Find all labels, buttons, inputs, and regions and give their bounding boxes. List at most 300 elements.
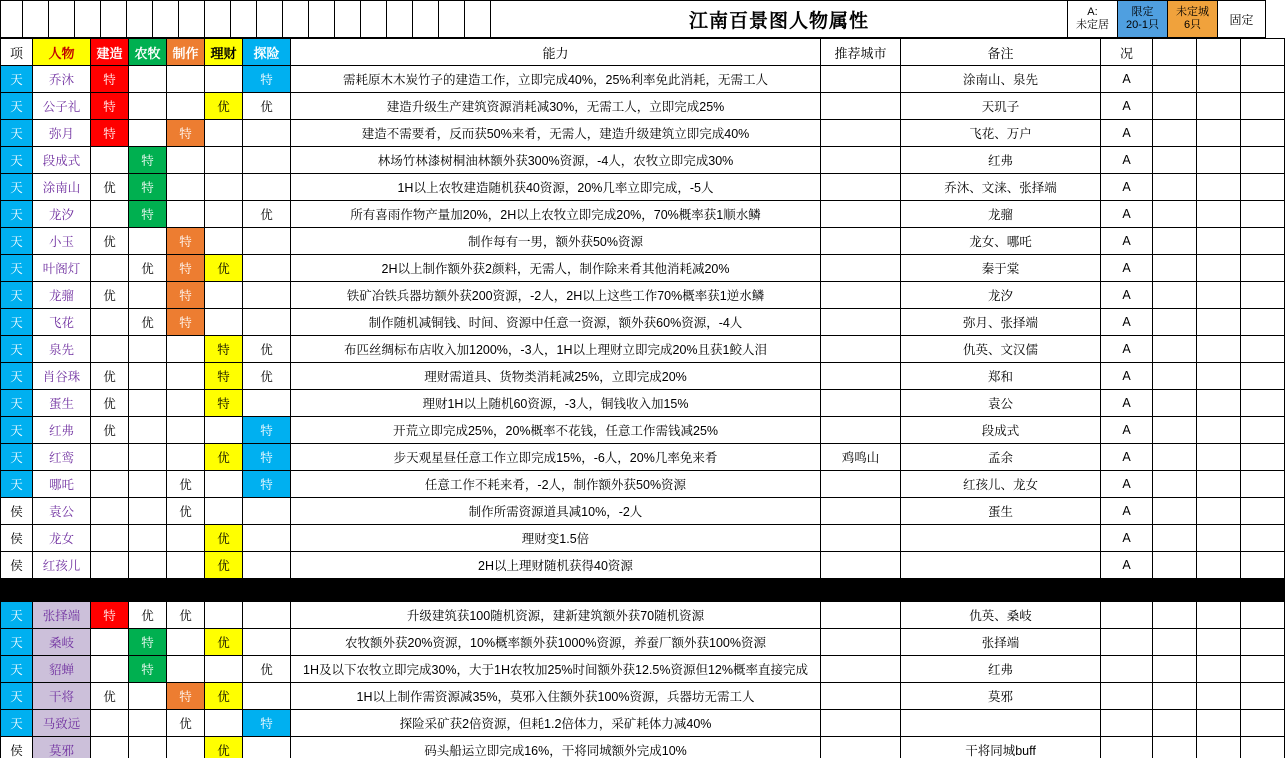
cell-blank[interactable] (1241, 390, 1285, 417)
cell-recommended-city[interactable] (821, 282, 901, 309)
cell-recommended-city[interactable] (821, 309, 901, 336)
cell-condition[interactable]: A (1101, 471, 1153, 498)
cell-blank[interactable] (1153, 656, 1197, 683)
cell-blank[interactable] (1153, 444, 1197, 471)
cell-condition[interactable]: A (1101, 525, 1153, 552)
cell-ability[interactable]: 2H以上理财随机获得40资源 (291, 552, 821, 579)
cell-blank[interactable] (1197, 363, 1241, 390)
cell-blank[interactable] (1241, 552, 1285, 579)
cell-type[interactable]: 天 (1, 120, 33, 147)
cell-money[interactable] (205, 228, 243, 255)
cell-money[interactable] (205, 498, 243, 525)
cell-ability[interactable]: 升级建筑获100随机资源，建新建筑额外获70随机资源 (291, 602, 821, 629)
cell-farm[interactable]: 优 (129, 309, 167, 336)
cell-recommended-city[interactable] (821, 552, 901, 579)
cell-farm[interactable] (129, 228, 167, 255)
cell-remark[interactable]: 仇英、文汉儒 (901, 336, 1101, 363)
cell-ability[interactable]: 制作每有一男，额外获50%资源 (291, 228, 821, 255)
cell-farm[interactable]: 优 (129, 602, 167, 629)
cell-person-name[interactable]: 干将 (33, 683, 91, 710)
cell-craft[interactable]: 优 (167, 498, 205, 525)
cell-build[interactable] (91, 629, 129, 656)
cell-condition[interactable]: A (1101, 444, 1153, 471)
cell-condition[interactable] (1101, 710, 1153, 737)
cell-remark[interactable]: 红孩儿、龙女 (901, 471, 1101, 498)
cell-explore[interactable] (243, 602, 291, 629)
cell-build[interactable]: 优 (91, 228, 129, 255)
cell-blank[interactable] (1153, 282, 1197, 309)
cell-blank[interactable] (1153, 683, 1197, 710)
cell-craft[interactable]: 特 (167, 228, 205, 255)
cell-recommended-city[interactable] (821, 93, 901, 120)
cell-type[interactable]: 侯 (1, 552, 33, 579)
cell-farm[interactable] (129, 363, 167, 390)
cell-craft[interactable] (167, 66, 205, 93)
table-row[interactable] (1, 602, 1285, 629)
cell-explore[interactable]: 特 (243, 417, 291, 444)
cell-craft[interactable]: 特 (167, 282, 205, 309)
cell-blank[interactable] (1241, 498, 1285, 525)
cell-explore[interactable] (243, 309, 291, 336)
cell-explore[interactable]: 特 (243, 471, 291, 498)
cell-blank[interactable] (1241, 93, 1285, 120)
cell-craft[interactable] (167, 201, 205, 228)
cell-craft[interactable]: 优 (167, 471, 205, 498)
cell-blank[interactable] (1241, 147, 1285, 174)
table-row[interactable] (1, 147, 1285, 174)
cell-remark[interactable]: 龙骝 (901, 201, 1101, 228)
cell-blank[interactable] (49, 1, 75, 38)
cell-type[interactable]: 天 (1, 174, 33, 201)
cell-farm[interactable] (129, 683, 167, 710)
cell-ability[interactable]: 铁矿冶铁兵器坊额外获200资源，-2人，2H以上这些工作70%概率获1逆水鳞 (291, 282, 821, 309)
cell-blank[interactable] (1153, 39, 1197, 66)
cell-remark[interactable]: 秦于棠 (901, 255, 1101, 282)
cell-farm[interactable] (129, 282, 167, 309)
cell-blank[interactable] (1197, 683, 1241, 710)
cell-craft[interactable] (167, 363, 205, 390)
cell-build[interactable]: 优 (91, 174, 129, 201)
cell-blank[interactable] (1241, 201, 1285, 228)
table-row[interactable] (1, 255, 1285, 282)
cell-type[interactable]: 天 (1, 147, 33, 174)
cell-blank[interactable] (1241, 444, 1285, 471)
cell-condition[interactable]: A (1101, 66, 1153, 93)
cell-money[interactable]: 优 (205, 525, 243, 552)
cell-ability[interactable]: 理财变1.5倍 (291, 525, 821, 552)
cell-recommended-city[interactable] (821, 471, 901, 498)
table-row[interactable] (1, 390, 1285, 417)
cell-blank[interactable] (465, 1, 491, 38)
cell-remark[interactable]: 飞花、万户 (901, 120, 1101, 147)
cell-explore[interactable] (243, 174, 291, 201)
table-row[interactable] (1, 552, 1285, 579)
cell-recommended-city[interactable] (821, 174, 901, 201)
cell-person-name[interactable]: 龙女 (33, 525, 91, 552)
cell-remark[interactable]: 弥月、张择端 (901, 309, 1101, 336)
cell-remark[interactable]: 龙女、哪吒 (901, 228, 1101, 255)
cell-ability[interactable]: 2H以上制作额外获2颜料，无需人，制作除来肴其他消耗减20% (291, 255, 821, 282)
cell-craft[interactable] (167, 174, 205, 201)
cell-blank[interactable] (1241, 282, 1285, 309)
cell-explore[interactable] (243, 498, 291, 525)
cell-blank[interactable] (1197, 656, 1241, 683)
cell-explore[interactable]: 优 (243, 363, 291, 390)
cell-blank[interactable] (439, 1, 465, 38)
cell-type[interactable]: 侯 (1, 525, 33, 552)
cell-ability[interactable]: 理财1H以上随机60资源，-3人，铜钱收入加15% (291, 390, 821, 417)
cell-blank[interactable] (1241, 120, 1285, 147)
table-row[interactable] (1, 282, 1285, 309)
cell-blank[interactable] (413, 1, 439, 38)
cell-blank[interactable] (1153, 390, 1197, 417)
cell-type[interactable]: 天 (1, 309, 33, 336)
table-row[interactable] (1, 498, 1285, 525)
cell-farm[interactable] (129, 498, 167, 525)
cell-blank[interactable] (101, 1, 127, 38)
cell-condition[interactable]: A (1101, 93, 1153, 120)
cell-recommended-city[interactable] (821, 363, 901, 390)
cell-condition[interactable]: A (1101, 174, 1153, 201)
cell-build[interactable] (91, 710, 129, 737)
cell-money[interactable]: 特 (205, 336, 243, 363)
cell-person-name[interactable]: 肖谷珠 (33, 363, 91, 390)
cell-blank[interactable] (1197, 444, 1241, 471)
cell-blank[interactable] (1153, 336, 1197, 363)
cell-explore[interactable]: 特 (243, 66, 291, 93)
cell-condition[interactable]: A (1101, 282, 1153, 309)
cell-craft[interactable] (167, 147, 205, 174)
cell-blank[interactable] (1153, 309, 1197, 336)
cell-explore[interactable] (243, 629, 291, 656)
cell-blank[interactable] (1153, 579, 1197, 602)
cell-explore[interactable] (243, 120, 291, 147)
cell-condition[interactable]: A (1101, 120, 1153, 147)
cell-money[interactable] (205, 66, 243, 93)
cell-condition[interactable]: A (1101, 336, 1153, 363)
table-row[interactable] (1, 120, 1285, 147)
cell-craft[interactable] (167, 629, 205, 656)
cell-person-name[interactable]: 红孩儿 (33, 552, 91, 579)
cell-build[interactable]: 特 (91, 93, 129, 120)
cell-ability[interactable]: 制作所需资源道具减10%，-2人 (291, 498, 821, 525)
cell-condition[interactable]: A (1101, 498, 1153, 525)
cell-explore[interactable] (243, 390, 291, 417)
cell-person-name[interactable]: 公子礼 (33, 93, 91, 120)
cell-money[interactable] (205, 120, 243, 147)
cell-ability[interactable]: 制作随机减铜钱、时间、资源中任意一资源，额外获60%资源，-4人 (291, 309, 821, 336)
cell-blank[interactable] (1241, 579, 1285, 602)
cell-type[interactable]: 天 (1, 228, 33, 255)
cell-blank[interactable] (1241, 417, 1285, 444)
cell-recommended-city[interactable] (821, 498, 901, 525)
cell-blank[interactable] (361, 1, 387, 38)
cell-recommended-city[interactable] (821, 683, 901, 710)
cell-craft[interactable] (167, 93, 205, 120)
cell-blank[interactable] (1241, 174, 1285, 201)
cell-ability[interactable]: 1H及以下农牧立即完成30%，大于1H农牧加25%时间额外获12.5%资源但12%概率直接完成 (291, 656, 821, 683)
cell-money[interactable]: 优 (205, 444, 243, 471)
cell-explore[interactable] (243, 282, 291, 309)
cell-build[interactable] (91, 201, 129, 228)
cell-ability[interactable]: 码头船运立即完成16%，干将同城额外完成10% (291, 737, 821, 758)
cell-blank[interactable] (1153, 552, 1197, 579)
cell-explore[interactable]: 优 (243, 93, 291, 120)
cell-ability[interactable]: 步天观星昼任意工作立即完成15%，-6人，20%几率免来肴 (291, 444, 821, 471)
cell-type[interactable]: 天 (1, 255, 33, 282)
cell-type[interactable]: 天 (1, 444, 33, 471)
cell-blank[interactable] (1241, 336, 1285, 363)
table-row[interactable] (1, 93, 1285, 120)
cell-person-name[interactable]: 桑岐 (33, 629, 91, 656)
cell-craft[interactable]: 特 (167, 120, 205, 147)
cell-blank[interactable] (1241, 683, 1285, 710)
cell-explore[interactable] (243, 552, 291, 579)
cell-type[interactable]: 侯 (1, 498, 33, 525)
cell-blank[interactable] (1197, 174, 1241, 201)
cell-person-name[interactable]: 涂南山 (33, 174, 91, 201)
cell-craft[interactable] (167, 656, 205, 683)
cell-blank[interactable] (1241, 309, 1285, 336)
cell-blank[interactable] (205, 1, 231, 38)
cell-blank[interactable] (179, 1, 205, 38)
cell-build[interactable] (91, 737, 129, 758)
cell-person-name[interactable]: 叶阁灯 (33, 255, 91, 282)
cell-remark[interactable] (901, 552, 1101, 579)
cell-build[interactable] (91, 309, 129, 336)
cell-recommended-city[interactable] (821, 336, 901, 363)
cell-blank[interactable] (1197, 120, 1241, 147)
cell-money[interactable]: 优 (205, 629, 243, 656)
cell-money[interactable] (205, 417, 243, 444)
cell-ability[interactable]: 所有喜雨作物产量加20%，2H以上农牧立即完成20%，70%概率获1顺水鳞 (291, 201, 821, 228)
cell-remark[interactable] (901, 710, 1101, 737)
cell-explore[interactable] (243, 737, 291, 758)
cell-blank[interactable] (1197, 471, 1241, 498)
cell-build[interactable]: 特 (91, 602, 129, 629)
cell-money[interactable] (205, 471, 243, 498)
cell-person-name[interactable]: 蛋生 (33, 390, 91, 417)
cell-ability[interactable]: 开荒立即完成25%，20%概率不花钱，任意工作需钱减25% (291, 417, 821, 444)
table-row[interactable] (1, 363, 1285, 390)
cell-money[interactable]: 特 (205, 363, 243, 390)
cell-money[interactable] (205, 309, 243, 336)
cell-remark[interactable]: 干将同城buff (901, 737, 1101, 758)
cell-build[interactable] (91, 656, 129, 683)
cell-farm[interactable] (129, 390, 167, 417)
cell-condition[interactable]: A (1101, 147, 1153, 174)
cell-condition[interactable]: A (1101, 363, 1153, 390)
cell-type[interactable]: 天 (1, 710, 33, 737)
cell-money[interactable]: 优 (205, 93, 243, 120)
cell-farm[interactable]: 特 (129, 656, 167, 683)
table-row[interactable] (1, 174, 1285, 201)
cell-type[interactable]: 天 (1, 629, 33, 656)
cell-blank[interactable] (1241, 363, 1285, 390)
cell-blank[interactable] (1153, 363, 1197, 390)
cell-farm[interactable] (129, 552, 167, 579)
cell-remark[interactable]: 天玑子 (901, 93, 1101, 120)
cell-build[interactable]: 优 (91, 417, 129, 444)
cell-remark[interactable]: 莫邪 (901, 683, 1101, 710)
cell-farm[interactable] (129, 417, 167, 444)
cell-blank[interactable] (1197, 336, 1241, 363)
cell-craft[interactable] (167, 444, 205, 471)
cell-blank[interactable] (1241, 710, 1285, 737)
cell-money[interactable]: 优 (205, 552, 243, 579)
cell-blank[interactable] (1153, 737, 1197, 758)
cell-person-name[interactable]: 龙骝 (33, 282, 91, 309)
cell-explore[interactable] (243, 147, 291, 174)
cell-blank[interactable] (1241, 228, 1285, 255)
cell-build[interactable] (91, 444, 129, 471)
table-row[interactable] (1, 656, 1285, 683)
table-row[interactable] (1, 683, 1285, 710)
cell-blank[interactable] (1197, 66, 1241, 93)
cell-craft[interactable]: 特 (167, 683, 205, 710)
cell-blank[interactable] (1153, 471, 1197, 498)
cell-build[interactable] (91, 336, 129, 363)
cell-explore[interactable]: 特 (243, 444, 291, 471)
cell-person-name[interactable]: 飞花 (33, 309, 91, 336)
cell-money[interactable] (205, 147, 243, 174)
cell-condition[interactable] (1101, 602, 1153, 629)
cell-blank[interactable] (1153, 710, 1197, 737)
cell-blank[interactable] (1153, 498, 1197, 525)
cell-craft[interactable] (167, 737, 205, 758)
cell-condition[interactable]: A (1101, 390, 1153, 417)
cell-remark[interactable]: 红弗 (901, 147, 1101, 174)
cell-type[interactable]: 侯 (1, 737, 33, 758)
cell-blank[interactable] (1, 1, 23, 38)
cell-blank[interactable] (23, 1, 49, 38)
cell-build[interactable]: 特 (91, 66, 129, 93)
cell-farm[interactable] (129, 336, 167, 363)
cell-blank[interactable] (1153, 602, 1197, 629)
cell-condition[interactable]: A (1101, 228, 1153, 255)
cell-explore[interactable] (243, 525, 291, 552)
cell-explore[interactable] (243, 255, 291, 282)
cell-condition[interactable]: A (1101, 201, 1153, 228)
cell-condition[interactable]: A (1101, 255, 1153, 282)
cell-condition[interactable] (1101, 629, 1153, 656)
cell-farm[interactable] (129, 737, 167, 758)
cell-money[interactable]: 特 (205, 390, 243, 417)
cell-type[interactable]: 天 (1, 602, 33, 629)
cell-farm[interactable] (129, 525, 167, 552)
cell-remark[interactable]: 涂南山、泉先 (901, 66, 1101, 93)
cell-blank[interactable] (309, 1, 335, 38)
cell-farm[interactable] (129, 93, 167, 120)
cell-blank[interactable] (1197, 201, 1241, 228)
cell-blank[interactable] (1241, 39, 1285, 66)
cell-condition[interactable]: A (1101, 552, 1153, 579)
cell-blank[interactable] (1153, 174, 1197, 201)
cell-person-name[interactable]: 马致远 (33, 710, 91, 737)
cell-farm[interactable]: 特 (129, 147, 167, 174)
cell-person-name[interactable]: 段成式 (33, 147, 91, 174)
cell-build[interactable]: 特 (91, 120, 129, 147)
cell-craft[interactable]: 特 (167, 309, 205, 336)
cell-money[interactable]: 优 (205, 683, 243, 710)
table-row[interactable] (1, 444, 1285, 471)
cell-blank[interactable] (1197, 390, 1241, 417)
cell-blank[interactable] (1153, 147, 1197, 174)
cell-remark[interactable]: 段成式 (901, 417, 1101, 444)
cell-condition[interactable] (1101, 656, 1153, 683)
cell-blank[interactable] (1197, 525, 1241, 552)
cell-ability[interactable]: 布匹丝绸标布店收入加1200%，-3人，1H以上理财立即完成20%且获1鲛人泪 (291, 336, 821, 363)
cell-blank[interactable] (1241, 471, 1285, 498)
cell-build[interactable] (91, 525, 129, 552)
cell-recommended-city[interactable] (821, 147, 901, 174)
table-row[interactable] (1, 309, 1285, 336)
table-row[interactable] (1, 417, 1285, 444)
table-row[interactable] (1, 228, 1285, 255)
cell-explore[interactable]: 特 (243, 710, 291, 737)
cell-blank[interactable] (1197, 629, 1241, 656)
cell-remark[interactable]: 红弗 (901, 656, 1101, 683)
cell-person-name[interactable]: 泉先 (33, 336, 91, 363)
cell-type[interactable]: 天 (1, 656, 33, 683)
cell-type[interactable]: 天 (1, 363, 33, 390)
cell-blank[interactable] (1153, 629, 1197, 656)
cell-build[interactable]: 优 (91, 282, 129, 309)
cell-condition[interactable] (1101, 683, 1153, 710)
cell-craft[interactable]: 特 (167, 255, 205, 282)
cell-recommended-city[interactable] (821, 201, 901, 228)
cell-remark[interactable]: 郑和 (901, 363, 1101, 390)
cell-farm[interactable] (129, 710, 167, 737)
cell-remark[interactable]: 乔沐、文涞、张择端 (901, 174, 1101, 201)
cell-money[interactable]: 优 (205, 737, 243, 758)
cell-farm[interactable] (129, 120, 167, 147)
cell-blank[interactable] (1197, 710, 1241, 737)
cell-farm[interactable] (129, 444, 167, 471)
cell-money[interactable] (205, 656, 243, 683)
table-row[interactable] (1, 471, 1285, 498)
cell-recommended-city[interactable] (821, 737, 901, 758)
table-row[interactable] (1, 525, 1285, 552)
cell-blank[interactable] (1197, 282, 1241, 309)
cell-blank[interactable] (283, 1, 309, 38)
cell-blank[interactable] (1241, 629, 1285, 656)
cell-explore[interactable]: 优 (243, 201, 291, 228)
cell-blank[interactable] (1153, 93, 1197, 120)
cell-person-name[interactable]: 龙汐 (33, 201, 91, 228)
cell-blank[interactable] (1153, 255, 1197, 282)
cell-remark[interactable] (901, 525, 1101, 552)
cell-blank[interactable] (257, 1, 283, 38)
cell-build[interactable] (91, 147, 129, 174)
cell-person-name[interactable]: 莫邪 (33, 737, 91, 758)
cell-recommended-city[interactable] (821, 228, 901, 255)
cell-money[interactable] (205, 710, 243, 737)
cell-build[interactable]: 优 (91, 390, 129, 417)
cell-ability[interactable]: 1H以上农牧建造随机获40资源，20%几率立即完成，-5人 (291, 174, 821, 201)
cell-money[interactable] (205, 282, 243, 309)
cell-type[interactable]: 天 (1, 390, 33, 417)
cell-ability[interactable]: 林场竹林漆树桐油林额外获300%资源，-4人，农牧立即完成30% (291, 147, 821, 174)
cell-blank[interactable] (1153, 417, 1197, 444)
cell-craft[interactable] (167, 390, 205, 417)
cell-blank[interactable] (1197, 498, 1241, 525)
cell-person-name[interactable]: 哪吒 (33, 471, 91, 498)
table-row[interactable] (1, 629, 1285, 656)
cell-money[interactable] (205, 174, 243, 201)
cell-blank[interactable] (1241, 656, 1285, 683)
cell-build[interactable]: 优 (91, 363, 129, 390)
